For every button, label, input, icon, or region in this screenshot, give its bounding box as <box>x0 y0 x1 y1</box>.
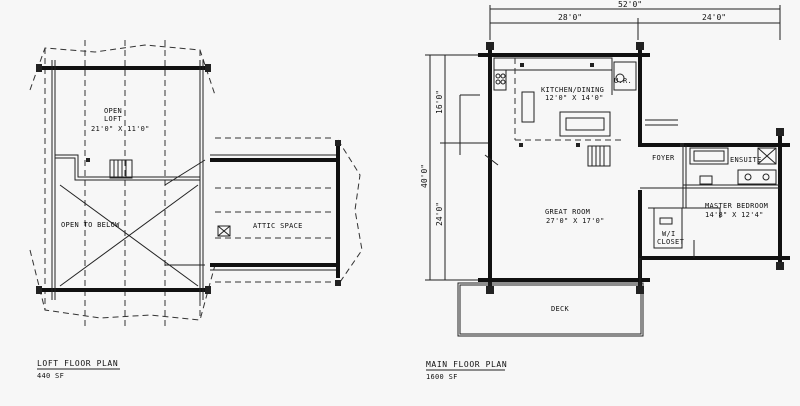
utility-room <box>614 62 636 90</box>
main-stair <box>588 146 610 166</box>
main-plan-area: 1600 SF <box>426 373 458 381</box>
kitchen-size: 12'0" X 14'0" <box>545 94 604 102</box>
loft-plan-title: LOFT FLOOR PLAN <box>37 359 119 368</box>
right-width-dim: 24'0" <box>702 13 727 22</box>
kitchen-label: KITCHEN/DINING <box>541 86 605 94</box>
main-plan-title: MAIN FLOOR PLAN <box>426 360 508 369</box>
left-width-dim: 28'0" <box>558 13 583 22</box>
open-to-below-label: OPEN TO BELOW <box>61 221 120 229</box>
open-loft-label: OPEN <box>104 107 123 115</box>
attic-space-label: ATTIC SPACE <box>253 222 303 230</box>
great-room-label: GREAT ROOM <box>545 208 591 216</box>
dining-table <box>560 112 610 136</box>
open-loft-size: 21'0" X 11'0" <box>91 125 150 133</box>
ur-label: U.R. <box>614 77 633 85</box>
main-left-dimensions <box>420 55 490 280</box>
main-top-dimensions <box>490 0 780 40</box>
loft-roof-outline-bottom <box>30 250 215 320</box>
vanity <box>738 170 776 184</box>
bathtub <box>690 148 728 164</box>
loft-stair <box>110 160 132 178</box>
lower-depth-dim: 24'0" <box>435 201 444 226</box>
closet-label: W/I <box>662 230 676 238</box>
master-bedroom-label: MASTER BEDROOM <box>705 202 769 210</box>
deck <box>458 258 643 336</box>
upper-depth-dim: 16'0" <box>435 89 444 114</box>
ensuite-label: ENSUITE <box>730 156 762 164</box>
main-floor-plan <box>420 0 790 381</box>
deck-label: DECK <box>551 305 570 313</box>
loft-floor-plan <box>30 40 362 380</box>
great-room-size: 27'0" X 17'0" <box>546 217 605 225</box>
main-exterior-walls <box>478 42 790 294</box>
overall-width-dim: 52'0" <box>618 0 643 9</box>
kitchen-dining <box>494 58 636 166</box>
master-bedroom-size: 14'8" X 12'4" <box>705 211 764 219</box>
kitchen-island <box>522 92 534 122</box>
foyer-label: FOYER <box>652 154 675 162</box>
open-loft-label-2: LOFT <box>104 115 123 123</box>
closet-label-2: CLOSET <box>657 238 685 246</box>
loft-plan-area: 440 SF <box>37 372 65 380</box>
toilet <box>700 176 712 184</box>
attic-space <box>165 138 362 286</box>
overall-depth-dim: 40'0" <box>420 163 429 188</box>
